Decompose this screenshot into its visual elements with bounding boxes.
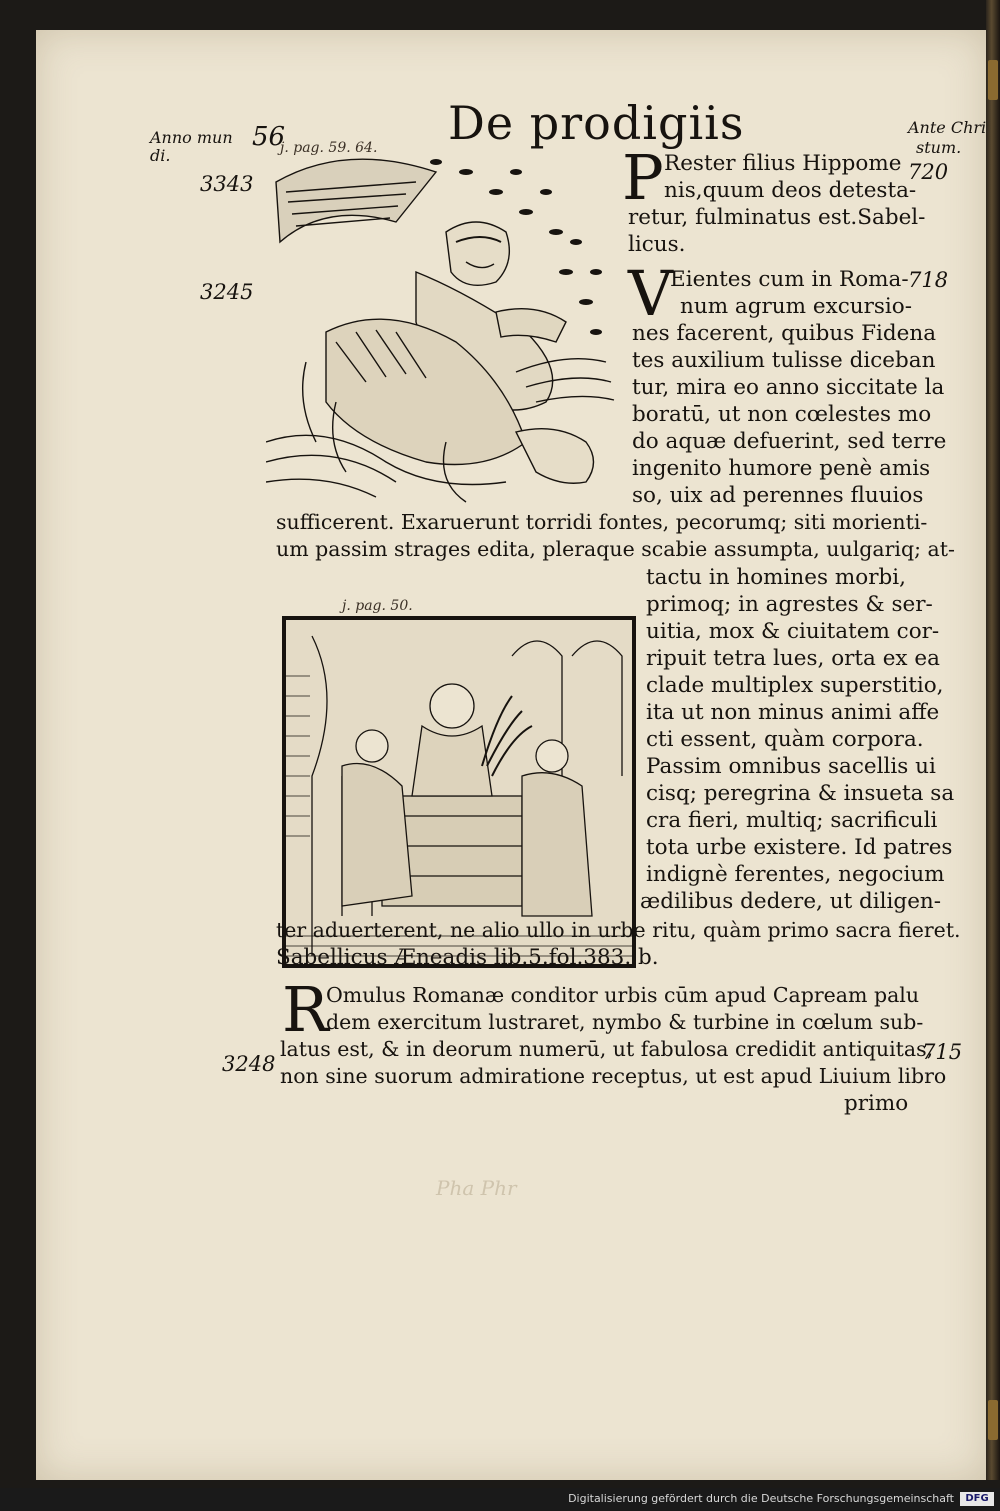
text-line: nis,quum deos detesta- (664, 178, 917, 203)
margin-year-bc: 720 (908, 160, 949, 184)
text-line: ædilibus dedere, ut diligen- (640, 889, 942, 914)
footer-credit: Digitalisierung gefördert durch die Deutsche Forschungsgemeinschaft (568, 1492, 954, 1505)
text-line: boratū, ut non cœlestes mo (632, 402, 932, 427)
show-through-text: Pha Phr (436, 1176, 517, 1200)
margin-year-anno-mundi: 3248 (222, 1052, 276, 1076)
text-line: Omulus Romanæ conditor urbis cūm apud Capream palu (326, 983, 920, 1007)
text-line: non sine suorum admiratione receptus, ut est apud Liuium libro (280, 1064, 947, 1088)
woodcut-sacrifice-scene (282, 616, 636, 968)
handwritten-reference: j. pag. 50. (342, 598, 413, 614)
text-line: tota urbe existere. Id patres (646, 835, 953, 860)
spine-ornament (988, 60, 998, 100)
text-line: retur, fulminatus est.Sabel- (628, 205, 926, 230)
text-line: Eientes cum in Roma- (670, 267, 909, 292)
dropcap: R (282, 973, 329, 1046)
header-left-line2: di. (150, 146, 171, 165)
catchword: primo (844, 1091, 909, 1116)
text-line: sufficerent. Exaruerunt torridi fontes, pecorumq; siti morienti- (276, 510, 928, 534)
text-line: tes auxilium tulisse diceban (632, 348, 936, 373)
text-line: nes facerent, quibus Fidena (632, 321, 937, 346)
text-line: do aquæ defuerint, sed terre (632, 429, 947, 454)
text-line: uitia, mox & ciuitatem cor- (646, 619, 940, 644)
text-line: Sabellicus Æneadis lib.5.fol.383. b. (276, 945, 659, 970)
header-right-line2: stum. (916, 138, 962, 157)
text-line: clade multiplex superstitio, (646, 673, 944, 698)
text-line: tur, mira eo anno siccitate la (632, 375, 945, 400)
header-left-line1: Anno mun (150, 128, 233, 147)
text-line: ripuit tetra lues, orta ex ea (646, 646, 940, 671)
dfg-logo: DFG (960, 1492, 994, 1506)
text-line: primoq; in agrestes & ser- (646, 592, 933, 617)
handwritten-reference: j. pag. 59. 64. (280, 140, 378, 156)
text-line: cti essent, quàm corpora. (646, 727, 924, 752)
text-line: num agrum excursio- (680, 294, 912, 319)
text-line: Rester filius Hippome (664, 151, 902, 176)
text-line: ita ut non minus animi affe (646, 700, 940, 725)
margin-year-bc: 718 (908, 268, 949, 292)
book-spine (986, 0, 1000, 1480)
text-line: licus. (628, 232, 686, 257)
text-line: ingenito humore penè amis (632, 456, 931, 481)
footer-bar (0, 1488, 1000, 1511)
text-line: so, uix ad perennes fluuios (632, 483, 924, 508)
text-line: tactu in homines morbi, (646, 565, 906, 590)
text-line: indignè ferentes, negocium (646, 862, 945, 887)
text-line: Passim omnibus sacellis ui (646, 754, 936, 779)
dropcap: V (628, 257, 673, 330)
running-title: De prodigiis (448, 96, 745, 150)
dropcap: P (622, 141, 664, 214)
text-line: ter aduerterent, ne alio ullo in urbe ritu, quàm primo sacra fieret. (276, 918, 961, 942)
text-line: cra fieri, multiq; sacrificuli (646, 808, 938, 833)
spine-ornament (988, 1400, 998, 1440)
text-line: dem exercitum lustraret, nymbo & turbine in cœlum sub- (326, 1010, 924, 1034)
text-line: um passim strages edita, pleraque scabie assumpta, uulgariq; at- (276, 537, 955, 561)
text-line: cisq; peregrina & insueta sa (646, 781, 955, 806)
header-left-label (150, 128, 233, 147)
page-number: 56 (252, 122, 286, 152)
margin-year-bc: 715 (922, 1040, 963, 1064)
woodcut-falling-rider (266, 142, 616, 512)
text-line: latus est, & in deorum numerū, ut fabulosa credidit antiquitas, (280, 1037, 934, 1061)
header-right-line1: Ante Chri (908, 118, 987, 137)
book-page (36, 30, 986, 1480)
margin-year-anno-mundi: 3343 (200, 172, 254, 196)
margin-year-anno-mundi: 3245 (200, 280, 254, 304)
